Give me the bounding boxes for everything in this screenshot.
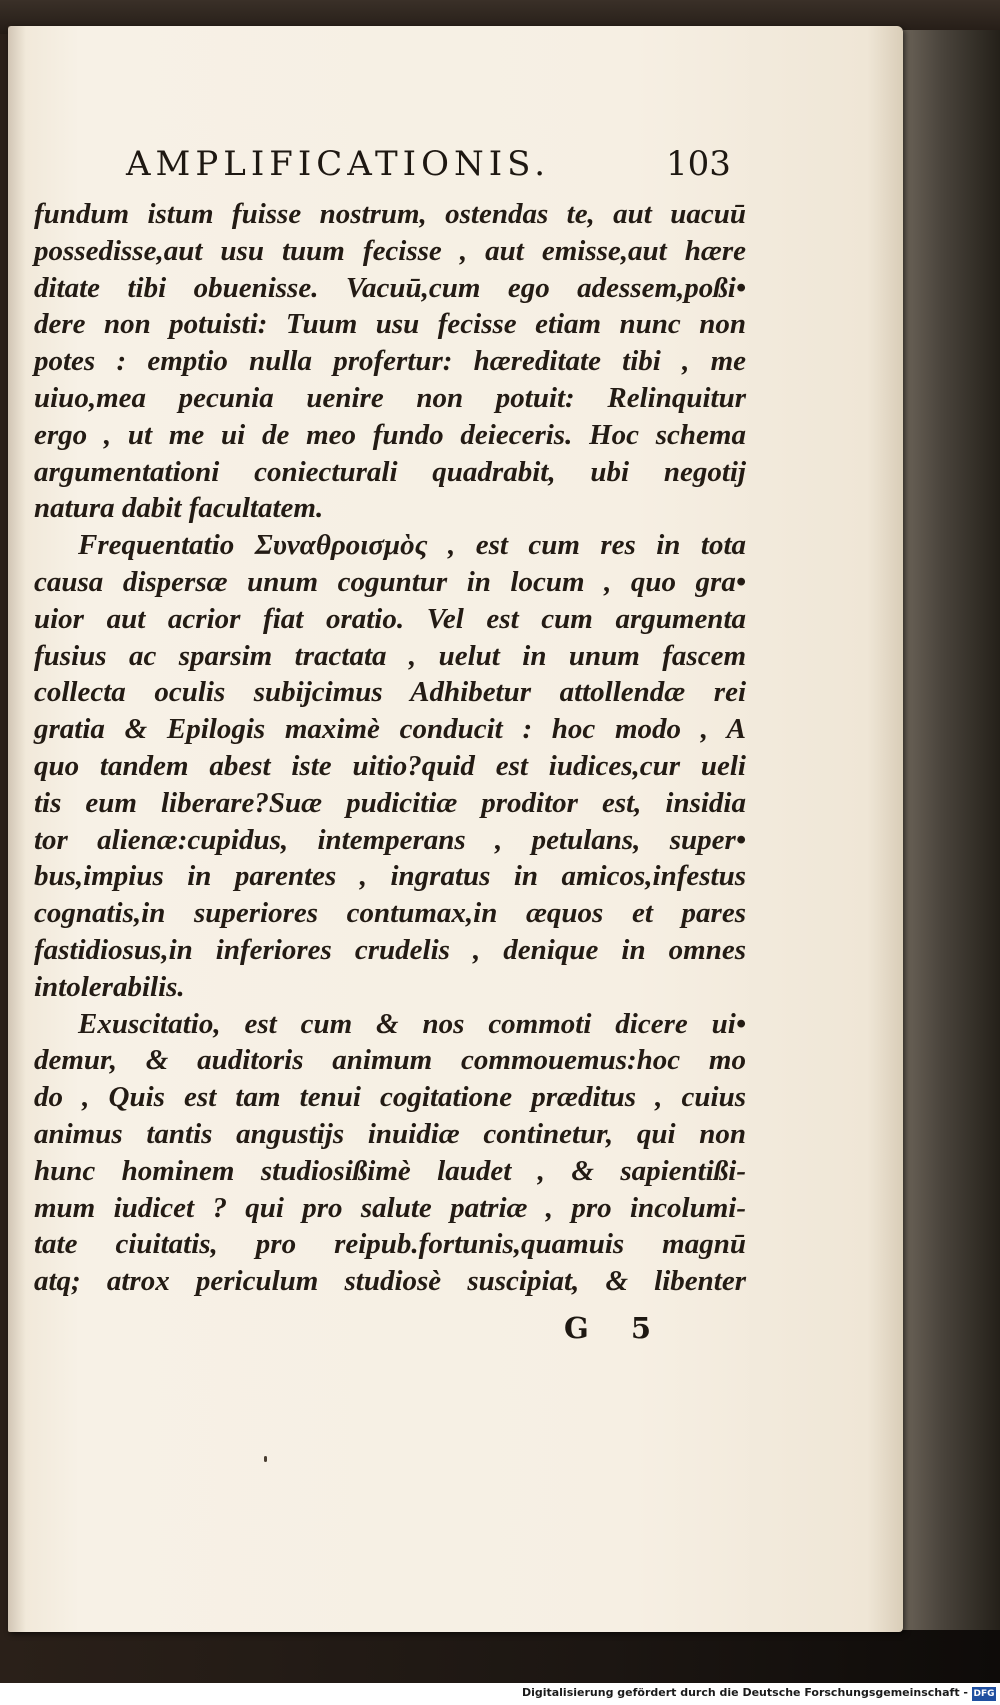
text-line: cognatis,in superiores contumax,in æquos et pares bbox=[34, 897, 746, 930]
text-line: ditate tibi obuenisse. Vacuū,cum ego adessem,poßi• bbox=[34, 271, 746, 304]
text-line: demur, & auditoris animum commouemus:hoc mo bbox=[34, 1044, 746, 1077]
text-line: possedisse,aut usu tuum fecisse , aut emisse,aut hære bbox=[34, 234, 746, 267]
text-line: uior aut acrior fiat oratio. Vel est cum argumenta bbox=[34, 602, 746, 635]
footer-credit: Digitalisierung gefördert durch die Deutsche Forschungsgemeinschaft - bbox=[521, 1686, 968, 1699]
text-line: bus,impius in parentes , ingratus in amicos,infestus bbox=[34, 860, 746, 893]
text-line: atq; atrox periculum studiosè suscipiat, & libenter bbox=[34, 1265, 746, 1298]
text-line: mum iudicet ? qui pro salute patriæ , pro incolumi- bbox=[34, 1191, 746, 1224]
footer-bar bbox=[0, 1683, 1000, 1705]
text-line: fastidiosus,in inferiores crudelis , denique in omnes bbox=[34, 933, 746, 966]
running-head bbox=[8, 144, 903, 194]
text-line: intolerabilis. bbox=[34, 970, 185, 1003]
dfg-logo-icon: DFG bbox=[973, 1689, 995, 1699]
text-line: collecta oculis subijcimus Adhibetur attollendæ rei bbox=[34, 676, 746, 709]
book-page bbox=[8, 26, 903, 1632]
text-line: Frequentatio Συναθροισμὸς , est cum res in tota bbox=[78, 529, 746, 562]
text-line: gratia & Epilogis maximè conducit : hoc modo , A bbox=[34, 713, 746, 746]
text-line: natura dabit facultatem. bbox=[34, 492, 324, 525]
text-line: fusius ac sparsim tractata , uelut in unum fascem bbox=[34, 639, 746, 672]
running-title: AMPLIFICATIONIS. bbox=[126, 144, 551, 184]
text-line: quo tandem abest iste uitio?quid est iudices,cur ueli bbox=[34, 749, 746, 782]
text-line: do , Quis est tam tenui cogitatione præditus , cuius bbox=[34, 1081, 746, 1114]
ink-speck bbox=[264, 1456, 267, 1462]
body-text bbox=[34, 196, 754, 1300]
text-line: argumentationi coniecturali quadrabit, ubi negotij bbox=[34, 455, 746, 488]
text-line: dere non potuisti: Tuum usu fecisse etiam nunc non bbox=[34, 308, 746, 341]
text-line: tis eum liberare?Suæ pudicitiæ proditor est, insidia bbox=[34, 786, 746, 819]
text-line: ergo , ut me ui de meo fundo deieceris. Hoc schema bbox=[34, 418, 746, 451]
text-line: animus tantis angustijs inuidiæ continetur, qui non bbox=[34, 1117, 746, 1150]
text-line: hunc hominem studiosißimè laudet , & sapientißi- bbox=[34, 1154, 746, 1187]
facing-page-edge bbox=[903, 30, 1000, 1630]
text-line: potes : emptio nulla profertur: hæreditate tibi , me bbox=[34, 345, 746, 378]
text-line: tate ciuitatis, pro reipub.fortunis,quamuis magnū bbox=[34, 1228, 746, 1261]
text-line: Exuscitatio, est cum & nos commoti dicere ui• bbox=[78, 1007, 746, 1040]
text-line: fundum istum fuisse nostrum, ostendas te, aut uacuū bbox=[34, 198, 746, 230]
text-line: tor alienæ:cupidus, intemperans , petulans, super• bbox=[34, 823, 746, 856]
text-line: uiuo,mea pecunia uenire non potuit: Relinquitur bbox=[34, 381, 746, 414]
signature-mark: G 5 bbox=[564, 1311, 668, 1345]
page-number: 103 bbox=[666, 144, 731, 184]
text-line: causa dispersæ unum coguntur in locum , quo gra• bbox=[34, 565, 746, 598]
